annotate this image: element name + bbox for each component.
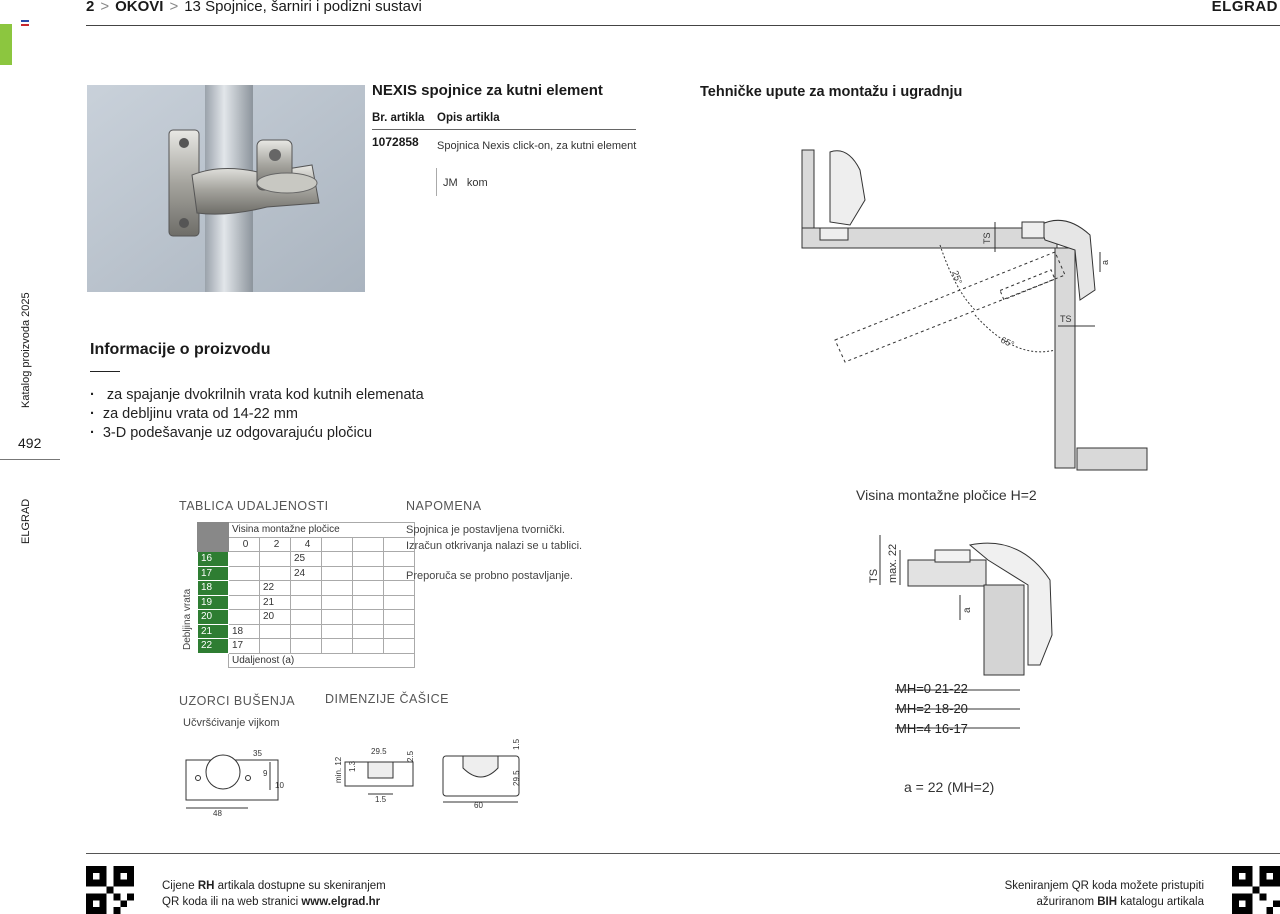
plate-height-caption: Visina montažne pločice H=2 [856, 487, 1037, 503]
table-row: 17 24 [198, 566, 415, 581]
breadcrumb-section[interactable]: 13 Spojnice, šarniri i podizni sustavi [184, 0, 422, 15]
page-number: 492 [18, 435, 42, 451]
dim-60: 60 [474, 801, 483, 810]
chevron-right-icon: > [100, 0, 110, 15]
col-header-description: Opis artikla [437, 112, 500, 124]
installation-diagram [790, 140, 1160, 480]
chapter-number: 2 [86, 0, 95, 15]
list-item: · za spajanje dvokrilnih vrata kod kutnih elemenata [90, 386, 424, 405]
info-underline [90, 371, 120, 372]
sidebar-brand: ELGRAD [20, 498, 32, 544]
mh-row-4: MH=4 16-17 [896, 721, 968, 736]
plate-header: Visina montažne pločice [229, 523, 415, 538]
angle-65-label: 65° [999, 334, 1016, 350]
a-label: a [1100, 259, 1110, 265]
plate-col-4: 4 [291, 537, 322, 552]
footer-right-text: Skeniranjem QR koda možete pristupiti ažuriranom BIH katalogu artikala [1004, 880, 1204, 908]
table-row: 21 18 [198, 624, 415, 639]
table-row: 18 22 [198, 581, 415, 596]
dim-29-5-b: 29.5 [512, 770, 521, 786]
ts-label-side: TS [1060, 314, 1072, 324]
dim-1-5: 1.5 [375, 795, 387, 804]
qr-code-icon[interactable] [86, 866, 134, 914]
footer-left-text: Cijene RH artikala dostupne su skeniranjem QR koda ili na web stranici www.elgrad.hr [162, 880, 386, 908]
product-title: NEXIS spojnice za kutni element [372, 82, 603, 99]
drilling-subtitle: Učvršćivanje vijkom [183, 717, 280, 729]
plate-height-diagram [860, 525, 1060, 745]
info-bullet-list [90, 386, 424, 443]
breadcrumb [86, 0, 422, 15]
cup-top-diagram [438, 738, 538, 810]
mh-row-0: MH=0 21-22 [896, 681, 968, 696]
unit-label: JM [443, 177, 458, 189]
unit-value: kom [466, 177, 488, 189]
dim-29-5: 29.5 [371, 747, 387, 756]
table-header-rule [372, 129, 636, 130]
dim-min12: min. 12 [334, 756, 343, 783]
table-row: 20 20 [198, 610, 415, 625]
a-value-caption: a = 22 (MH=2) [904, 779, 995, 795]
drilling-diagram [178, 740, 298, 818]
cup-section-diagram [333, 738, 428, 808]
max22-label: max. 22 [887, 543, 899, 583]
chevron-right-icon: > [169, 0, 179, 15]
footer-divider [86, 853, 1280, 854]
dim-35: 35 [253, 749, 262, 758]
table-row: 22 17 [198, 639, 415, 654]
flag-icon [21, 20, 29, 26]
dim-10: 10 [275, 781, 284, 790]
unit-cell [436, 168, 488, 196]
distance-table [197, 522, 415, 668]
plate-col-2: 2 [260, 537, 291, 552]
qr-code-icon[interactable] [1232, 866, 1280, 914]
article-description: Spojnica Nexis click-on, za kutni element [437, 140, 637, 152]
table-footer: Udaljenost (a) [229, 653, 415, 668]
note-line-1: Spojnica je postavljena tvornički. [406, 524, 565, 536]
list-item: · za debljinu vrata od 14-22 mm [90, 405, 424, 424]
breadcrumb-chapter[interactable]: OKOVI [115, 0, 164, 15]
dim-48: 48 [213, 809, 222, 818]
info-title: Informacije o proizvodu [90, 341, 271, 358]
chapter-color-tab [0, 24, 12, 65]
product-photo [87, 85, 365, 292]
dim-1-3: 1.3 [348, 760, 357, 772]
table-corner [198, 523, 229, 552]
list-item: · 3-D podešavanje uz odgovarajuću pločicu [90, 424, 424, 443]
brand-logo-top: ELGRAD [1211, 0, 1278, 15]
angle-25-label: 25° [950, 269, 965, 286]
catalog-label: Katalog proizvoda 2025 [20, 292, 32, 408]
header-divider [86, 25, 1280, 26]
plate-col-0: 0 [229, 537, 260, 552]
ts-label: TS [982, 232, 992, 244]
dim-1-5-b: 1.5 [512, 738, 521, 750]
note-line-2: Izračun otkrivanja nalazi se u tablici. [406, 540, 583, 552]
dim-2-5: 2.5 [406, 750, 415, 762]
tech-title: Tehničke upute za montažu i ugradnju [700, 84, 963, 100]
note-line-3: Preporuča se probno postavljanje. [406, 570, 573, 582]
distance-table-title: TABLICA UDALJENOSTI [179, 499, 329, 513]
website-link[interactable]: www.elgrad.hr [301, 896, 381, 908]
note-title: NAPOMENA [406, 499, 482, 513]
col-header-article: Br. artikla [372, 112, 425, 124]
a-label-plate: a [962, 607, 973, 613]
dim-9: 9 [263, 769, 268, 778]
row-axis-label: Debljina vrata [182, 588, 193, 650]
table-row: 19 21 [198, 595, 415, 610]
drilling-title: UZORCI BUŠENJA [179, 694, 296, 708]
cup-title: DIMENZIJE ČAŠICE [325, 692, 449, 706]
mh-row-2: MH=2 18-20 [896, 701, 968, 716]
sidebar-divider [0, 459, 60, 460]
article-number[interactable]: 1072858 [372, 135, 419, 149]
table-row: 16 25 [198, 552, 415, 567]
ts-label-plate: TS [868, 568, 880, 583]
